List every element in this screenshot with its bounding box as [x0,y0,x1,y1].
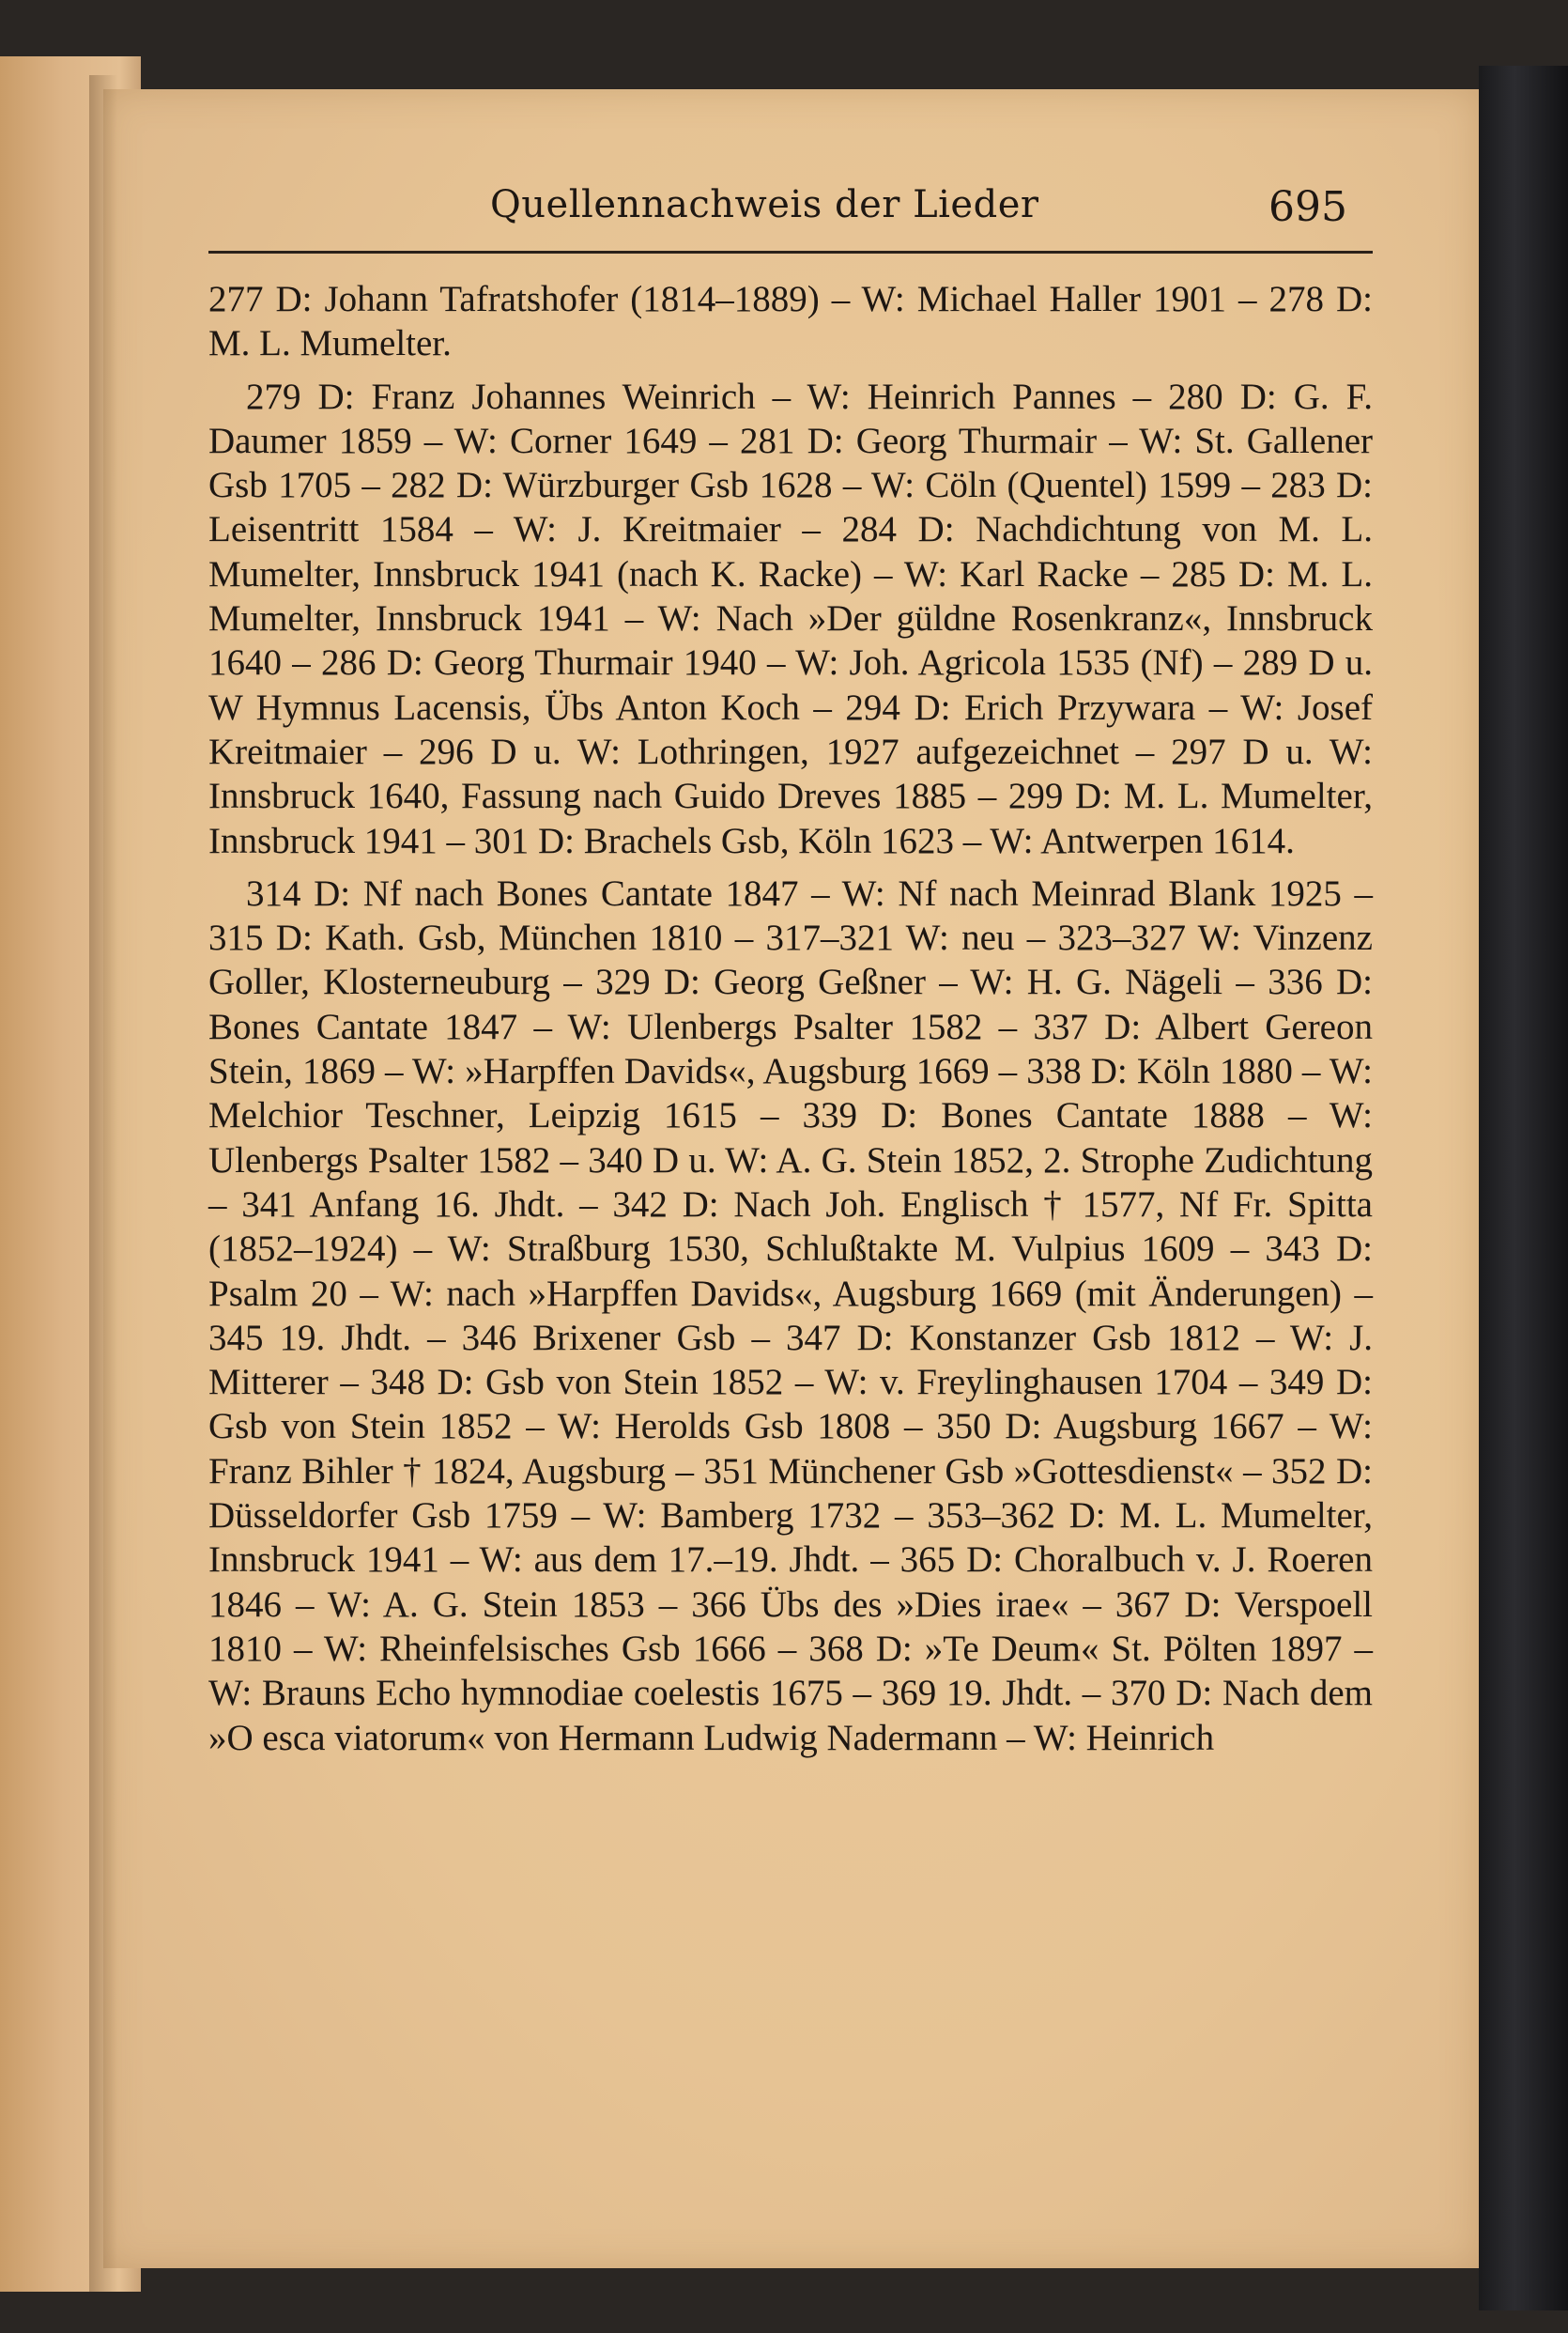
header-rule [208,251,1373,254]
spine-shadow [89,75,117,2292]
book-page [103,89,1479,2268]
running-head-title: Quellennachweis der Lieder [490,183,1039,226]
book-cover-edge [1479,66,1568,2310]
page-body-text [208,277,1373,1760]
page-number: 695 [1268,183,1347,231]
paragraph-2: 279 D: Franz Johannes Weinrich – W: Heinrich Pannes – 280 D: G. F. Daumer 1859 – W: Corner 1649 – 281 D: Georg Thurmair – W: St. Gallener Gsb 1705 – 282 D: Würzburger Gsb 1628 – W: Cöln (Quentel) 1599 – 283 D: Leisentritt 1584 – W: J. Kreitmaier – 284 D: Nachdichtung von M. L. Mumelter, Innsbruck 1941 (nach K. Racke) – W: Karl Racke – 285 D: M. L. Mumelter, Innsbruck 1941 – W: Nach »Der güldne Rosenkranz«, Innsbruck 1640 – 286 D: Georg Thurmair 1940 – W: Joh. Agricola 1535 (Nf) – 289 D u. W Hymnus Lacensis, Übs Anton Koch – 294 D: Erich Przywara – W: Josef Kreitmaier – 296 D u. W: Lothringen, 1927 aufgezeichnet – 297 D u. W: Innsbruck 1640, Fassung nach Guido Dreves 1885 – 299 D: M. L. Mumelter, Innsbruck 1941 – 301 D: Brachels Gsb, Köln 1623 – W: Antwerpen 1614. [208,376,1373,861]
page-header [103,89,1479,268]
paragraph-1: 277 D: Johann Tafratshofer (1814–1889) – W: Michael Haller 1901 – 278 D: M. L. Mumelter. [208,279,1373,364]
paragraph-3: 314 D: Nf nach Bones Cantate 1847 – W: Nf nach Meinrad Blank 1925 – 315 D: Kath. Gsb, München 1810 – 317–321 W: neu – 323–327 W: Vinzenz Goller, Klosterneuburg – 329 D: Georg Geßner – W: H. G. Nägeli – 336 D: Bones Cantate 1847 – W: Ulenbergs Psalter 1582 – 337 D: Albert Gereon Stein, 1869 – W: »Harpffen Davids«, Augsburg 1669 – 338 D: Köln 1880 – W: Melchior Teschner, Leipzig 1615 – 339 D: Bones Cantate 1888 – W: Ulenbergs Psalter 1582 – 340 D u. W: A. G. Stein 1852, 2. Strophe Zudichtung – 341 Anfang 16. Jhdt. – 342 D: Nach Joh. Englisch † 1577, Nf Fr. Spitta (1852–1924) – W: Straßburg 1530, Schlußtakte M. Vulpius 1609 – 343 D: Psalm 20 – W: nach »Harpffen Davids«, Augsburg 1669 (mit Änderungen) – 345 19. Jhdt. – 346 Brixener Gsb – 347 D: Konstanzer Gsb 1812 – W: J. Mitterer – 348 D: Gsb von Stein 1852 – W: v. Freylinghausen 1704 – 349 D: Gsb von Stein 1852 – W: Herolds Gsb 1808 – 350 D: Augsburg 1667 – W: Franz Bihler † 1824, Augsburg – 351 Münchener Gsb »Gottesdienst« – 352 D: Düsseldorfer Gsb 1759 – W: Bamberg 1732 – 353–362 D: M. L. Mumelter, Innsbruck 1941 – W: aus dem 17.–19. Jhdt. – 365 D: Choralbuch v. J. Roeren 1846 – W: A. G. Stein 1853 – 366 Übs des »Dies irae« – 367 D: Verspoell 1810 – W: Rheinfelsisches Gsb 1666 – 368 D: »Te Deum« St. Pölten 1897 – W: Brauns Echo hymnodiae coelestis 1675 – 369 19. Jhdt. – 370 D: Nach dem »O esca viatorum« von Hermann Ludwig Nadermann – W: Heinrich [208,873,1373,1758]
